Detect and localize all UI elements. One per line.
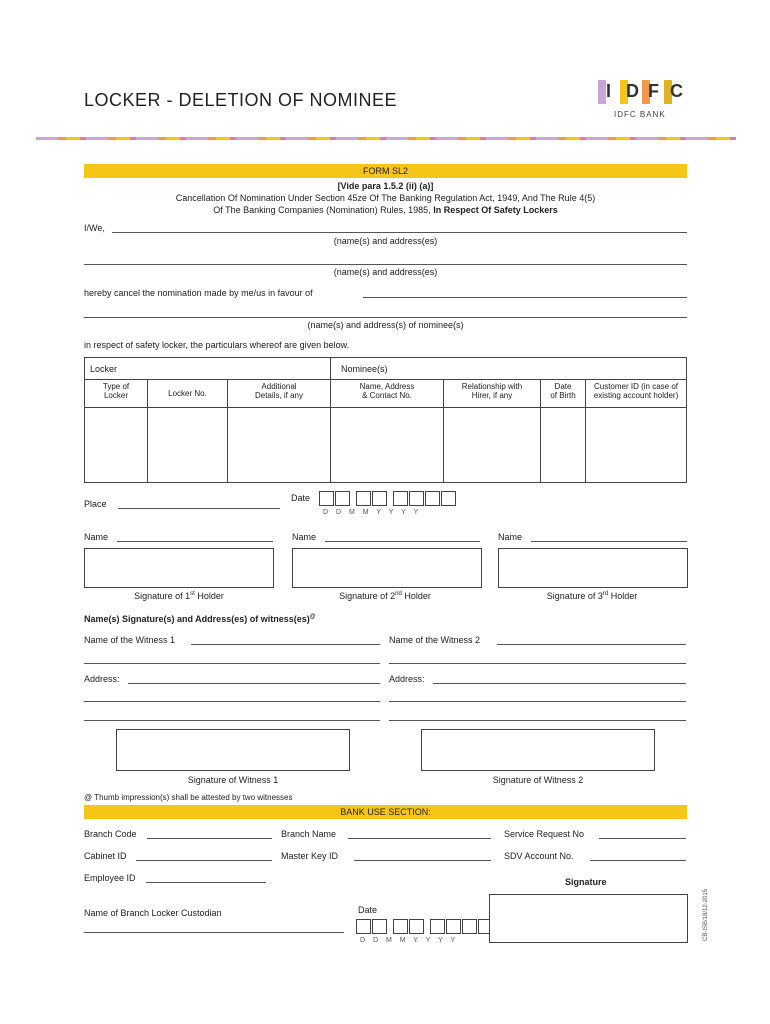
holder1-signature-box[interactable] <box>84 548 274 588</box>
thumb-note: @ Thumb impression(s) shall be attested by two witnesses <box>84 793 293 802</box>
place-line[interactable] <box>118 508 280 509</box>
bank-heading: BANK USE SECTION: <box>340 807 431 817</box>
holder3-name-line[interactable] <box>531 541 687 542</box>
witness2-line-2[interactable] <box>389 663 686 664</box>
form-heading: FORM SL2 <box>362 166 408 176</box>
place-label: Place <box>84 499 107 509</box>
form-line1: Cancellation Of Nomination Under Section 45ze Of The Banking Regulation Act, 1949, And The Rule 4(5) <box>175 193 596 203</box>
cell-name-address[interactable] <box>331 408 444 483</box>
names-address-caption-1: (name(s) and address(es) <box>333 236 438 246</box>
nominee-line-2[interactable] <box>84 317 687 318</box>
service-request-label: Service Request No <box>504 829 585 839</box>
iwe-line[interactable] <box>112 232 687 233</box>
logo-letter-d: D <box>620 80 641 104</box>
holder3-signature-box[interactable] <box>498 548 688 588</box>
cabinet-id-line[interactable] <box>136 860 272 861</box>
form-code: CB-ISB/18/12-2015 <box>703 888 709 942</box>
date-boxes[interactable] <box>319 491 457 509</box>
holder2-name-label: Name <box>292 532 317 542</box>
witness2-address-line-2[interactable] <box>389 701 686 702</box>
logo-caption: IDFC BANK <box>614 110 666 119</box>
date-format: D D M M Y Y Y Y <box>323 509 422 516</box>
nominee-line-1[interactable] <box>363 297 687 298</box>
branch-code-line[interactable] <box>147 838 272 839</box>
names-address-caption-2: (name(s) and address(es) <box>333 267 438 277</box>
sdv-account-line[interactable] <box>590 860 686 861</box>
sdv-account-label: SDV Account No. <box>504 851 574 861</box>
col-relationship: Relationship with Hirer, if any <box>444 380 541 408</box>
branch-code-label: Branch Code <box>84 829 137 839</box>
form-line2-bold: In Respect Of Safety Lockers <box>433 205 558 215</box>
date-label: Date <box>291 493 311 503</box>
col-dob: Date of Birth <box>541 380 586 408</box>
witness1-address-line-3[interactable] <box>84 720 380 721</box>
in-respect-text: in respect of safety locker, the particulars whereof are given below. <box>84 340 350 350</box>
bank-signature-label: Signature <box>565 877 607 887</box>
cell-relationship[interactable] <box>444 408 541 483</box>
witness1-name-label: Name of the Witness 1 <box>84 635 176 645</box>
witness1-name-line[interactable] <box>191 644 380 645</box>
logo-letter-f: F <box>642 80 663 104</box>
hereby-text: hereby cancel the nomination made by me/us in favour of <box>84 288 313 298</box>
witness-heading: Name(s) Signature(s) and Address(es) of witness(es)@ <box>84 614 316 624</box>
witness2-address-line-3[interactable] <box>389 720 686 721</box>
holder3-name-label: Name <box>498 532 523 542</box>
custodian-line[interactable] <box>84 932 344 933</box>
holder1-name-label: Name <box>84 532 109 542</box>
form-vide: [Vide para 1.5.2 (ii) (a)] <box>337 181 434 191</box>
nominee-group-header: Nominee(s) <box>331 358 687 380</box>
branch-name-line[interactable] <box>348 838 491 839</box>
witness1-address-line-2[interactable] <box>84 701 380 702</box>
bank-signature-box[interactable] <box>489 894 688 943</box>
witness2-signature-box[interactable] <box>421 729 655 771</box>
witness1-address-line[interactable] <box>128 683 380 684</box>
custodian-label: Name of Branch Locker Custodian <box>84 908 222 918</box>
service-request-line[interactable] <box>599 838 686 839</box>
cell-customer-id[interactable] <box>586 408 687 483</box>
form-line2 <box>84 205 687 215</box>
cell-type[interactable] <box>85 408 148 483</box>
col-locker-no: Locker No. <box>148 380 228 408</box>
witness1-address-label: Address: <box>84 674 120 684</box>
witness2-signature-label: Signature of Witness 2 <box>492 775 584 785</box>
cell-additional[interactable] <box>228 408 331 483</box>
page-title: LOCKER - DELETION OF NOMINEE <box>84 90 398 110</box>
cabinet-id-label: Cabinet ID <box>84 851 127 861</box>
decorative-band <box>36 137 736 140</box>
holder2-signature-box[interactable] <box>292 548 482 588</box>
branch-name-label: Branch Name <box>281 829 337 839</box>
col-additional: Additional Details, if any <box>228 380 331 408</box>
witness1-line-2[interactable] <box>84 663 380 664</box>
witness1-signature-label: Signature of Witness 1 <box>187 775 279 785</box>
nominee-caption: (name(s) and address(s) of nominee(s) <box>307 320 464 330</box>
holder1-name-line[interactable] <box>117 541 273 542</box>
address-line-2[interactable] <box>84 264 687 265</box>
logo-letter-i: I <box>598 80 619 104</box>
holder1-signature-label: Signature of 1st Holder <box>134 591 224 601</box>
cell-dob[interactable] <box>541 408 586 483</box>
col-name-address: Name, Address & Contact No. <box>331 380 444 408</box>
witness2-name-label: Name of the Witness 2 <box>389 635 481 645</box>
witness2-address-label: Address: <box>389 674 425 684</box>
bank-date-format: D D M M Y Y Y Y <box>360 937 459 944</box>
witness2-address-line[interactable] <box>433 683 686 684</box>
holder2-signature-label: Signature of 2nd Holder <box>339 591 431 601</box>
iwe-label: I/We, <box>84 223 105 233</box>
master-key-label: Master Key ID <box>281 851 339 861</box>
holder2-name-line[interactable] <box>325 541 480 542</box>
col-type-of-locker: Type of Locker <box>85 380 148 408</box>
logo-block-i <box>598 80 606 104</box>
locker-table <box>84 357 687 483</box>
col-customer-id: Customer ID (in case of existing account holder) <box>586 380 687 408</box>
bank-date-label: Date <box>358 905 378 915</box>
cell-locker-no[interactable] <box>148 408 228 483</box>
employee-id-line[interactable] <box>146 882 266 883</box>
witness2-name-line[interactable] <box>497 644 686 645</box>
witness1-signature-box[interactable] <box>116 729 350 771</box>
form-line2-text: Of The Banking Companies (Nomination) Rules, 1985, <box>213 205 431 215</box>
bank-date-boxes[interactable] <box>356 919 494 937</box>
master-key-line[interactable] <box>354 860 491 861</box>
logo-letter-c: C <box>664 80 685 104</box>
locker-group-header: Locker <box>85 358 331 380</box>
employee-id-label: Employee ID <box>84 873 136 883</box>
holder3-signature-label: Signature of 3rd Holder <box>546 591 638 601</box>
